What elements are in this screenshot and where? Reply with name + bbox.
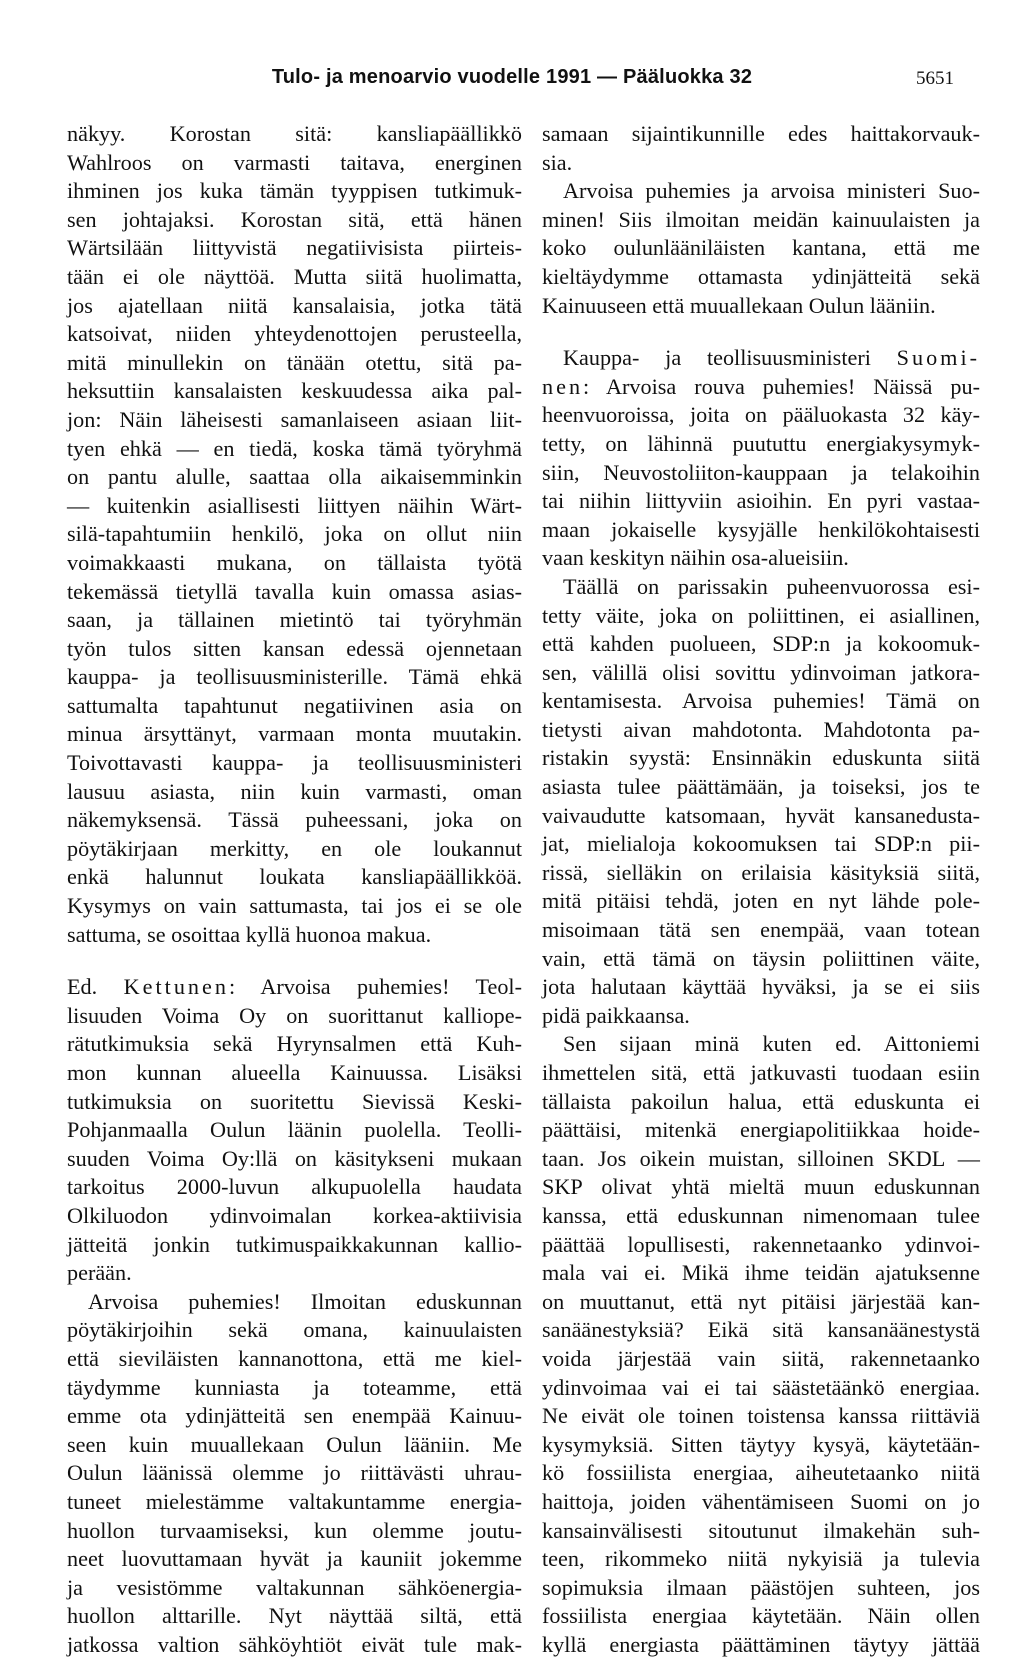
text-line: sopimuksia ilmaan päästöjen suhteen, jos [542,1574,980,1600]
text-line: kyllä energiasta päättäminen täytyy jättää [542,1631,980,1657]
text-line: kanssa, että eduskunnan nimenomaan tulee [542,1202,980,1228]
text-line: jos ajatellaan niitä kansalaisia, jotka tätä [67,292,522,318]
text-line: tään ei ole näyttöä. Mutta siitä huolimatta, [67,263,522,289]
text-line: täydymme kunniasta ja toteamme, että [67,1374,522,1400]
text-line: rätutkimuksia sekä Hyrynsalmen että Kuh- [67,1031,522,1057]
text-line: Pohjanmaalla Oulun läänin puolella. Teolli- [67,1117,522,1143]
text-line: — kuitenkin asiallisesti liittyen näihin Wärt- [67,492,522,518]
text-line: minua ärsyttänyt, varmaan monta muutakin. [67,721,522,747]
text-line: siin, Neuvostoliiton-kauppaan ja telakoihin [542,459,980,485]
text-line: emme ota ydinjätteitä sen enempää Kainuu- [67,1403,522,1429]
text-line: tällaista pakoilun halua, että eduskunta ei [542,1088,980,1114]
text-line: päättää lopullisesti, rakennetaanko ydinvoi- [542,1231,980,1257]
speaker-name: Suomi- [896,345,980,371]
page-header [0,66,1024,96]
text-line: jon: Näin läheisesti samanlaiseen asiaan liit- [67,406,522,432]
text-line: ja vesistömme valtakunnan sähköenergia- [67,1574,522,1600]
text-line: Sen sijaan minä kuten ed. Aittoniemi [563,1031,980,1057]
text-line: Täällä on parissakin puheenvuorossa esi- [563,573,980,599]
text-line: mala vai ei. Mikä ihme teidän ajatuksenne [542,1260,980,1286]
text-line: pöytäkirjaan merkitty, en ole loukannut [67,835,522,861]
text-line: jatkossa valtion sähköyhtiöt eivät tule mak- [67,1631,522,1657]
text-line: sattumalta tapahtunut negatiivinen asia on [67,692,522,718]
text-line: mon kunnan alueella Kainuussa. Lisäksi [67,1060,522,1085]
text-line: tetty, on lähinnä puututtu energiakysymyk- [542,430,980,456]
text-line: vaan keskityn näihin osa-alueisiin. [542,545,849,571]
text-line: huollon alttarille. Nyt näyttää siltä, että [67,1603,522,1629]
right-column [542,120,980,1659]
text-line: ristakin syystä: Ensinnäkin eduskunta siitä [542,745,980,771]
text-line: heenvuoroissa, joita on pääluokasta 32 käy- [542,402,980,428]
text-line: Kainuuseen että muuallekaan Oulun lääniin. [542,292,936,318]
text-line: voida järjestää vain siitä, rakennetaanko [542,1345,980,1371]
text-line: pöytäkirjoihin sekä omana, kainuulaisten [67,1317,522,1343]
text-line: tarkoitus 2000-luvun alkupuolella haudata [67,1174,522,1200]
text-line: haittoja, joiden vähentämiseen Suomi on jo [542,1488,980,1514]
text-line: Kauppa- ja teollisuusministeri Suomi- [563,345,980,371]
text-line: sattuma, se osoittaa kyllä huonoa makua. [67,921,432,947]
text-line: on pantu alulle, saattaa olla aikaisemminkin [67,464,522,490]
text-line: Olkiluodon ydinvoimalan korkea-aktiivisia [67,1202,522,1228]
text-line: neet luovuttamaan hyvät ja kauniit jokemme [67,1546,522,1572]
paragraph-gap [67,949,522,973]
text-line: Arvoisa puhemies ja arvoisa ministeri Suo- [563,178,980,204]
text-line: sen, välillä olisi sovittu ydinvoiman jatkora- [542,659,980,685]
text-line: SKP olivat yhtä mieltä muun eduskunnan [542,1174,980,1200]
text-line: sia. [542,149,573,175]
text-line: Toivottavasti kauppa- ja teollisuusministeri [67,750,522,776]
text-line: kansainvälisesti sitoutunut ilmakehän suh- [542,1517,980,1543]
text-line: katsoivat, niiden yhteydenottojen perusteella, [67,321,522,347]
text-line: Ed. Kettunen: Arvoisa puhemies! Teol- [67,974,522,1000]
left-column [67,120,522,1659]
text-line: saan, ja tällainen mietintö tai työryhmän [67,607,522,633]
text-line: kauppa- ja teollisuusministerille. Tämä ehkä [67,664,522,690]
text-line: tuneet mielestämme valtakuntamme energia- [67,1488,522,1514]
text-line: rissä, sielläkin on erilaisia käsityksiä siitä, [542,859,980,885]
text-line: Oulun läänissä olemme jo riittävästi uhrau- [67,1460,522,1486]
text-line: jota halutaan käyttää hyväksi, ja se ei siis [542,974,980,1000]
text-line: suuden Voima Oy:llä on käsitykseni mukaan [67,1145,522,1171]
text-line: työn tulos sitten kansan edessä ojennetaan [67,635,522,661]
text-line: jat, mielialoja kokoomuksen tai SDP:n pii- [542,831,980,857]
text-line: näkemyksensä. Tässä puheessani, joka on [67,807,522,833]
text-line: kö fossiilista energiaa, aiheutetaanko niitä [542,1460,980,1486]
paragraph-gap [542,320,980,344]
text-line: että sieviläisten kannanottona, että me kiel- [67,1345,522,1371]
text-line: samaan sijaintikunnille edes haittakorvauk- [542,121,980,146]
text-line: lausuu asiasta, niin kuin varmasti, oman [67,778,522,804]
text-line: ihmettelen sitä, että jatkuvasti tuodaan esiin [542,1060,980,1085]
text-line: teen, rikommeko niitä nykyisiä ja tulevia [542,1546,980,1572]
text-line: Wärtsilään liittyvistä negatiivisista piirteis- [67,235,522,261]
text-line: jätteitä jonkin tutkimuspaikkakunnan kallio- [67,1231,522,1257]
text-line: seen kuin muuallekaan Oulun lääniin. Me [67,1431,522,1457]
text-line: vaivaudutte katsomaan, hyvät kansanedusta- [542,802,980,828]
text-line: tyen ehkä — en tiedä, koska tämä työryhmä [67,435,522,461]
text-line: koko oulunlääniläisten kantana, että me [542,235,980,261]
text-line: vain, että tämä on täysin poliittinen väite, [542,945,980,971]
page-number: 5651 [916,68,954,89]
speaker-name: Kettunen [123,974,229,1000]
text-line: ihminen jos kuka tämän tyyppisen tutkimuk- [67,178,522,204]
running-title: Tulo- ja menoarvio vuodelle 1991 — Pääluokka 32 [271,66,753,88]
text-line: tetty väite, joka on poliittinen, ei asiallinen, [542,602,980,628]
text-line: tutkimuksia on suoritettu Sievissä Keski- [67,1088,522,1114]
text-line: huollon turvaamiseksi, kun olemme joutu- [67,1517,522,1543]
text-line: tai niihin liittyviin asioihin. En pyri vastaa- [542,488,980,514]
text-line: taan. Jos oikein muistan, silloinen SKDL — [542,1145,980,1171]
text-line: lisuuden Voima Oy on suorittanut kalliope- [67,1002,522,1028]
text-line: asiasta tulee päättämään, ja toiseksi, jos te [542,774,980,800]
text-line: misoimaan tätä sen enempää, vaan totean [542,917,980,943]
text-line: Wahlroos on varmasti taitava, energinen [67,149,522,175]
text-line: näkyy. Korostan sitä: kansliapäällikkö [67,121,522,146]
text-line: silä-tapahtumiin henkilö, joka on ollut niin [67,521,522,547]
text-line: sanäänestyksiä? Eikä sitä kansanäänestystä [542,1317,980,1343]
text-line: minen! Siis ilmoitan meidän kainuulaisten ja [542,206,980,232]
text-line: fossiilista energiaa käytetään. Näin ollen [542,1603,980,1629]
text-line: Kysymys on vain sattumasta, tai jos ei se ole [67,893,522,919]
text-line: ydinvoimaa vai ei tai säästetäänkö energiaa. [542,1374,980,1400]
text-line: tekemässä tietyllä tavalla kuin omassa asias- [67,578,522,604]
text-line: sen johtajaksi. Korostan sitä, että hänen [67,206,522,232]
text-line: mitä minullekin on tänään otettu, sitä pa- [67,349,522,375]
text-line: päättäisi, mitenkä energiapolitiikkaa hoide- [542,1117,980,1143]
text-line: voimakkaasti mukana, on tällaista työtä [67,549,522,575]
text-line: enkä halunnut loukata kansliapäällikköä. [67,864,522,890]
text-line: nen: Arvoisa rouva puhemies! Näissä pu- [542,373,980,399]
text-line: että kahden puolueen, SDP:n ja kokoomuk- [542,631,980,657]
text-line: kieltäydymme ottamasta ydinjätteitä sekä [542,263,980,289]
text-line: tietysti aivan mahdotonta. Mahdotonta pa- [542,716,980,742]
text-line: on muuttanut, että nyt pitäisi järjestää kan- [542,1288,980,1314]
text-line: heksuttiin kansalaisten keskuudessa aika pal- [67,378,522,404]
text-line: mitä pitäisi tehdä, joten en nyt lähde pole- [542,888,980,914]
speaker-name: nen [542,373,584,399]
text-line: Arvoisa puhemies! Ilmoitan eduskunnan [88,1288,522,1314]
text-line: pidä paikkaansa. [542,1002,690,1028]
text-line: Ne eivät ole toinen toistensa kanssa riittäviä [542,1403,980,1429]
text-line: kentamisesta. Arvoisa puhemies! Tämä on [542,688,980,714]
text-line: maan jokaiselle kysyjälle henkilökohtaisesti [542,516,980,542]
text-line: kysymyksiä. Sitten täytyy kysyä, käytetään- [542,1431,980,1457]
text-line: perään. [67,1260,132,1286]
